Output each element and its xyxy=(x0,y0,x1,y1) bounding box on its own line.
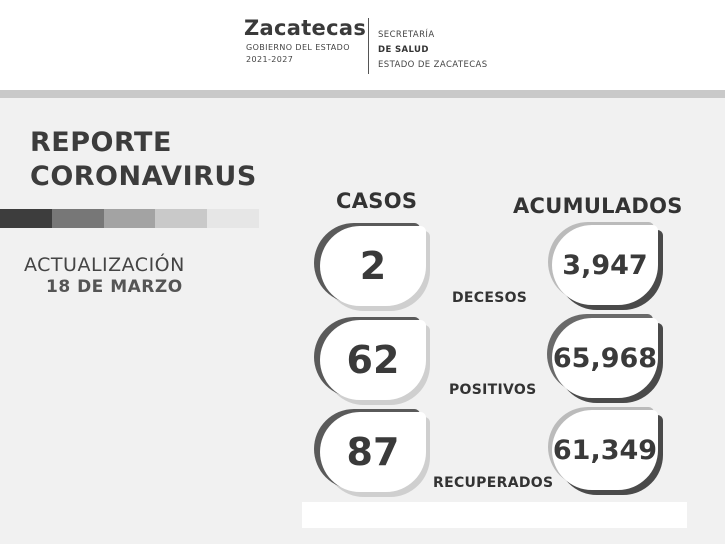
brand-subtitle-line: GOBIERNO DEL ESTADO xyxy=(246,43,350,52)
gradient-segment xyxy=(52,209,104,228)
gradient-segment xyxy=(155,209,207,228)
positives-label: POSITIVOS xyxy=(449,382,537,398)
secretaria-line-3: ESTADO DE ZACATECAS xyxy=(378,60,488,70)
deaths-label: DECESOS xyxy=(452,290,528,306)
gradient-segment xyxy=(207,209,259,228)
brand-name: Zacatecas xyxy=(244,16,367,40)
gradient-bar xyxy=(0,209,259,228)
update-label: ACTUALIZACIÓN xyxy=(24,254,185,276)
gradient-segment xyxy=(0,209,52,228)
recovered-accumulated-bubble: 61,349 xyxy=(552,410,658,490)
footer-panel xyxy=(302,502,687,528)
positives-cases-bubble: 62 xyxy=(320,320,426,400)
deaths-cases-bubble: 2 xyxy=(320,226,426,306)
update-date: 18 DE MARZO xyxy=(46,277,183,297)
report-title-line-1: REPORTE xyxy=(30,127,172,158)
deaths-accumulated-bubble: 3,947 xyxy=(552,225,658,305)
brand-subtitle xyxy=(246,42,350,66)
report-title xyxy=(30,126,257,194)
cases-column-header: CASOS xyxy=(336,189,418,213)
recovered-cases-bubble: 87 xyxy=(320,412,426,492)
header-band xyxy=(0,90,725,98)
accumulated-column-header: ACUMULADOS xyxy=(513,194,683,218)
gradient-segment xyxy=(104,209,156,228)
secretaria-line-2: DE SALUD xyxy=(378,45,429,55)
brand-subtitle-years: 2021-2027 xyxy=(246,55,294,64)
positives-accumulated-bubble: 65,968 xyxy=(552,318,658,398)
secretaria-block xyxy=(378,28,488,73)
recovered-label: RECUPERADOS xyxy=(433,475,554,491)
secretaria-line-1: SECRETARÍA xyxy=(378,30,435,40)
report-title-line-2: CORONAVIRUS xyxy=(30,161,257,192)
header-divider xyxy=(368,18,369,74)
header xyxy=(0,0,725,90)
